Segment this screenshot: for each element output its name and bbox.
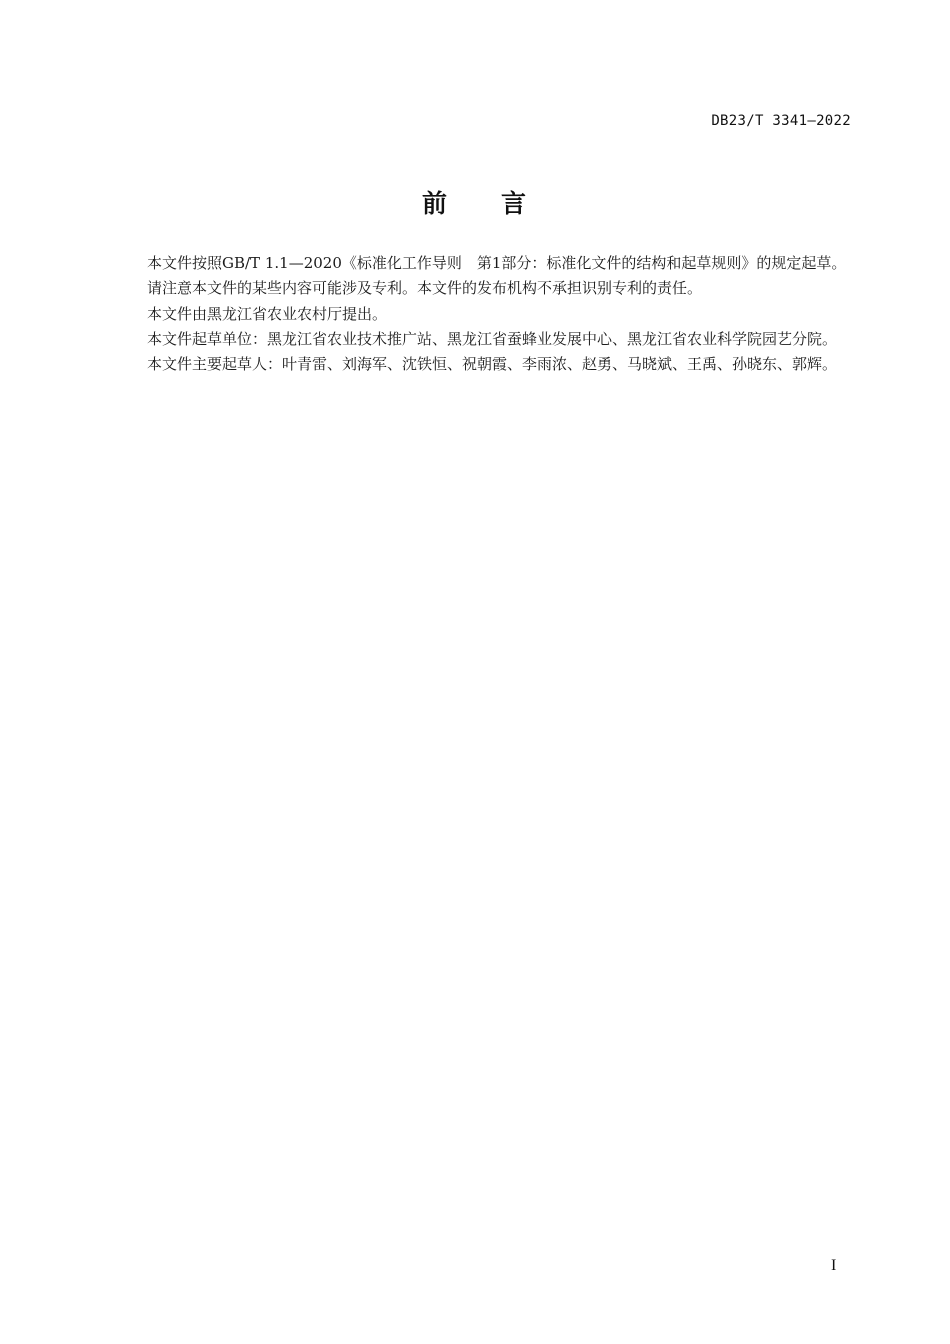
page-title bbox=[0, 184, 950, 220]
paragraph-patent-notice: 请注意本文件的某些内容可能涉及专利。本文件的发布机构不承担识别专利的责任。 bbox=[147, 279, 703, 298]
paragraph-drafters: 本文件主要起草人：叶青雷、刘海军、沈铁恒、祝朝霞、李雨浓、赵勇、马晓斌、王禹、孙晓东、郭辉。 bbox=[147, 355, 838, 374]
paragraph-proposer: 本文件由黑龙江省农业农村厅提出。 bbox=[147, 304, 388, 323]
foreword-body bbox=[113, 251, 859, 377]
page-number: I bbox=[831, 1257, 837, 1274]
paragraph-drafting-units: 本文件起草单位：黑龙江省农业技术推广站、黑龙江省蚕蜂业发展中心、黑龙江省农业科学院园艺分院。 bbox=[147, 329, 838, 348]
page-title-char-1: 前 bbox=[421, 189, 449, 218]
paragraph-drafting-rules: 本文件按照GB/T 1.1—2020《标准化工作导则 第1部分：标准化文件的结构和起草规则》的规定起草。 bbox=[147, 254, 847, 272]
page-title-char-2: 言 bbox=[501, 189, 529, 218]
document-code: DB23/T 3341—2022 bbox=[711, 113, 851, 129]
